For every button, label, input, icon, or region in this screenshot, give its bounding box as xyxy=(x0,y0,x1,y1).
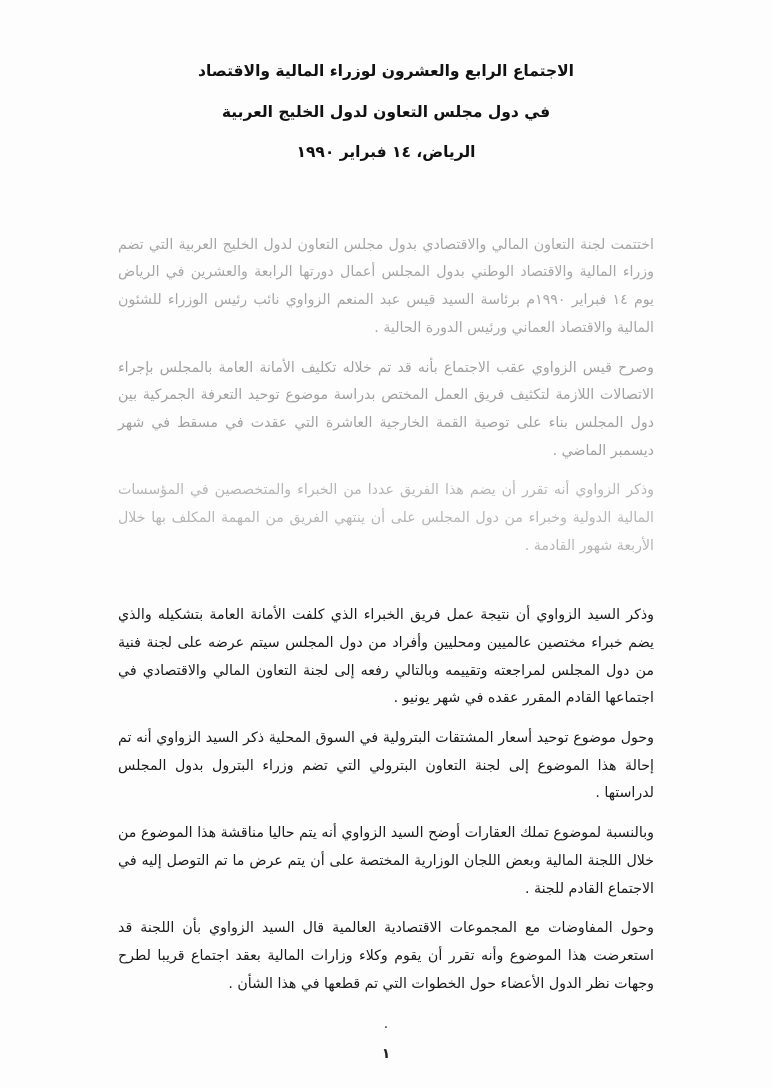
paragraph-2: وصرح قيس الزواوي عقب الاجتماع بأنه قد تم خلاله تكليف الأمانة العامة بالمجلس بإجراء الاتصالات اللازمة لتكثيف فريق العمل المختص بدراسة موضوع توحيد التعرفة الجمركية بين دول المجلس بناء على توصية القمة الخارجية العاشرة التي عقدت في مسقط في شهر ديسمبر الماضي . xyxy=(118,359,654,459)
page-number: ١ xyxy=(381,1046,391,1062)
document-heading xyxy=(118,62,654,162)
paragraph-7: وحول المفاوضات مع المجموعات الاقتصادية العالمية قال السيد الزواوي بأن اللجنة قد استعرضت هذا الموضوع وأنه تقرر أن يقوم وكلاء وزارات المالية بعقد اجتماع قريبا لطرح وجهات نظر الدول الأعضاء حول الخطوات التي تم قطعها في هذا الشأن . xyxy=(118,920,654,992)
paragraph-5: وحول موضوع توحيد أسعار المشتقات البترولية في السوق المحلية ذكر السيد الزواوي أنه تم إحالة هذا الموضوع إلى لجنة التعاون البترولي التي تضم وزراء البترول بدول المجلس لدراستها . xyxy=(118,730,654,802)
paragraph-6: وبالنسبة لموضوع تملك العقارات أوضح السيد الزواوي أنه يتم حاليا مناقشة هذا الموضوع من خلال اللجنة المالية وبعض اللجان الوزارية المختصة على أن يتم عرض ما تم التوصل إليه في الاجتماع القادم للجنة . xyxy=(118,825,654,897)
document-body xyxy=(118,232,654,1033)
paragraph-1: اختتمت لجنة التعاون المالي والاقتصادي بدول مجلس التعاون لدول الخليج العربية التي تضم وزراء المالية والاقتصاد الوطني بدول المجلس أعمال دورتها الرابعة والعشرين في الرياض يوم ١٤ فبراير ١٩٩٠م برئاسة السيد قيس عبد المنعم الزواوي نائب رئيس الوزراء للشئون المالية والاقتصاد العماني ورئيس الدورة الحالية . xyxy=(118,236,654,336)
heading-line-1: الاجتماع الرابع والعشرون لوزراء المالية والاقتصاد xyxy=(198,62,574,80)
trailing-mark: . xyxy=(383,1016,389,1033)
paragraph-4: وذكر السيد الزواوي أن نتيجة عمل فريق الخبراء الذي كلفت الأمانة العامة بتشكيله والذي يضم خبراء مختصين عالميين ومحليين وأفراد من دول المجلس سيتم عرضه على لجنة فنية من دول المجلس لمراجعته وتقييمه وبالتالي رفعه إلى لجنة التعاون المالي والاقتصادي في اجتماعها القادم المقرر عقده في شهر يونيو . xyxy=(118,607,654,707)
heading-line-3: الرياض، ١٤ فبراير ١٩٩٠ xyxy=(296,143,476,162)
paragraph-spacer xyxy=(118,572,654,602)
page-content xyxy=(118,62,654,1058)
paragraph-3: وذكر الزواوي أنه تقرر أن يضم هذا الفريق عددا من الخبراء والمتخصصين في المؤسسات المالية الدولية وخبراء من دول المجلس على أن ينتهي الفريق من المهمة المكلف بها خلال الأربعة شهور القادمة . xyxy=(118,482,654,554)
heading-line-2: في دول مجلس التعاون لدول الخليج العربية xyxy=(221,102,551,121)
